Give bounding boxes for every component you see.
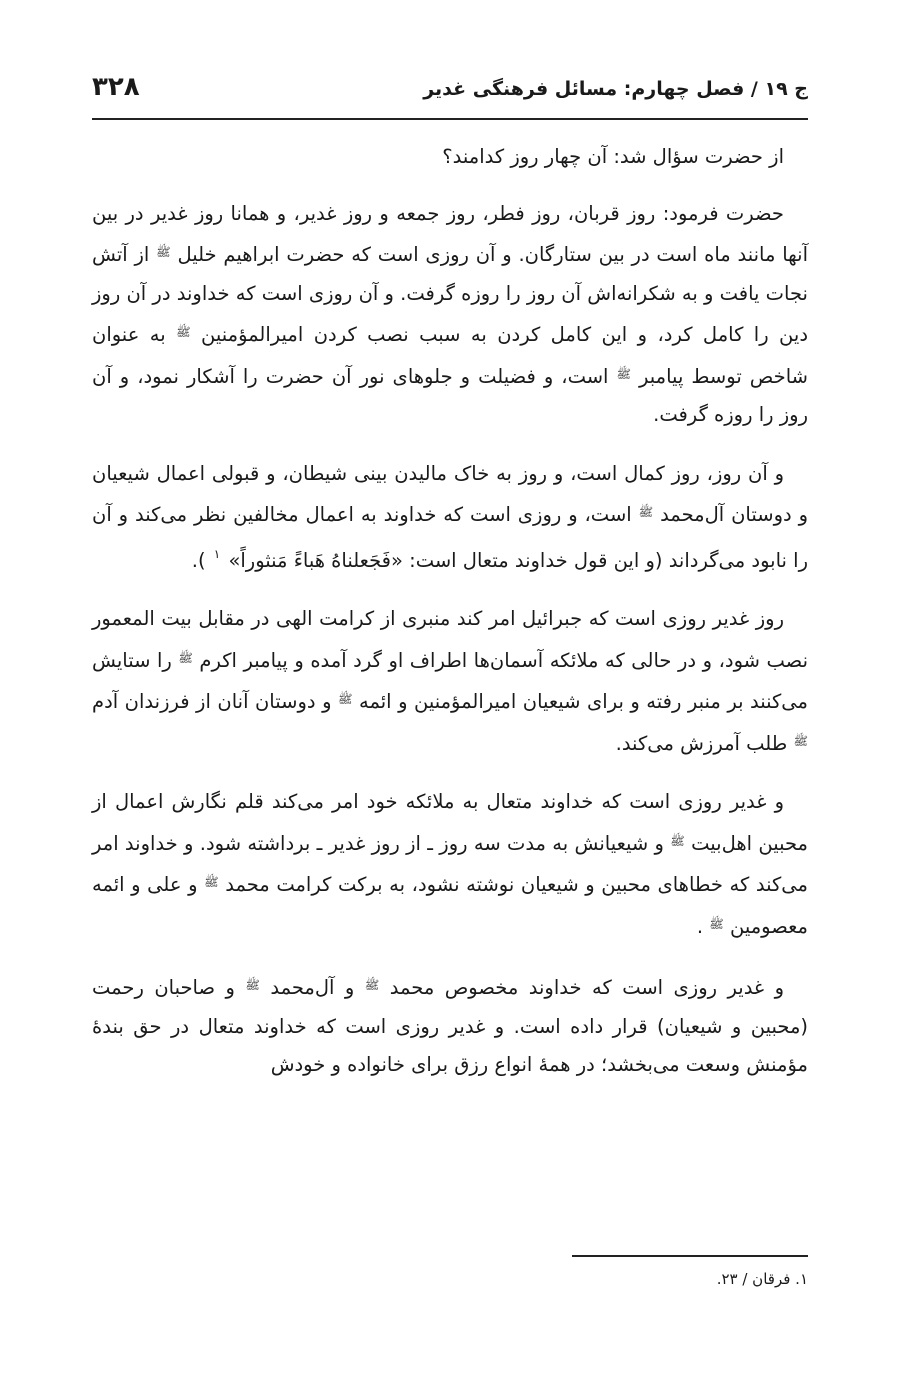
honorific-glyph: ﷺ [338, 692, 353, 706]
honorific-glyph: ﷺ [364, 978, 380, 992]
paragraph-1 [92, 138, 808, 177]
honorific-glyph: ﷺ [670, 833, 685, 848]
honorific-glyph: ﷺ [178, 650, 193, 665]
paragraph-4 [92, 600, 808, 763]
paragraph-2-text-b: از آتش نجات یافت و به شکرانه‌اش آن روز را روزه گرفت. و آن روزی است که خداوند در آن روز دین را کامل کرد، و این کامل کردن به سبب نصب کردن امیرالمؤمنین [92, 243, 809, 346]
paragraph-5-text-b: و شیعیانش به مدت سه روز ـ از روز غدیر ـ برداشته شود. و خداوند امر می‌کند که خطاهای محبین و شیعیان نوشته نشود، به برکت کرامت محمد [92, 831, 808, 896]
paragraph-4-text-c: و دوستان آنان از فرزندان آدم [92, 690, 332, 713]
paragraph-5 [92, 783, 808, 946]
honorific-glyph: ﷺ [793, 733, 808, 748]
honorific-glyph: ﷺ [204, 875, 219, 889]
paragraph-4-text-a: روز غدیر روزی است که جبرائیل امر کند منبری از کرامت الهی در مقابل بیت المعمور نصب شود، و در حالی که ملائکه آسمان‌ها اطراف او گرد آمده و پیامبر اکرم [92, 607, 809, 672]
paragraph-6-text-b: و آل‌محمد [270, 976, 355, 999]
paragraph-2-text-d: است، و فضیلت و جلوهای نور آن حضرت را آشکار نمود، و آن روز را روزه گرفت. [92, 364, 808, 426]
footnote-divider [572, 1255, 808, 1257]
running-head: ج ۱۹ / فصل چهارم: مسائل فرهنگی غدیر [423, 78, 808, 100]
paragraph-3-text-a: و آن روز، روز کمال است، و روز به خاک مالیدن بینی شیطان، و قبولی اعمال شیعیان و دوستان آل‌محمد [92, 461, 809, 526]
paragraph-3-text-c: ). [191, 548, 206, 572]
paragraph-5-text-a: و غدیر روزی است که خداوند متعال به ملائکه خود امر می‌کند قلم نگارش اعمال از محبین اهل‌بیت [92, 790, 808, 855]
paragraph-3 [92, 455, 808, 581]
paragraph-3-text-b: است، و روزی است که خداوند به اعمال مخالفین نظر می‌کند و آن را نابود می‌گرداند (و این قول خداوند متعال است: «فَجَعلناهُ هَباءً مَنثوراً» [92, 503, 808, 572]
paragraph-2-text-a: حضرت فرمود: روز قربان، روز فطر، روز جمعه و روز غدیر، و همانا روز غدیر در بین آنها مانند ماه است در بین ستارگان. و آن روزی است که حضرت ابراهیم خلیل [92, 201, 809, 266]
footnote: ۱. فرقان / ۲۳. [716, 1270, 808, 1288]
honorific-glyph: ﷺ [616, 366, 631, 381]
paragraph-6-text-a: و غدیر روزی است که خداوند مخصوص محمد [389, 976, 784, 999]
paragraph-5-text-d: . [696, 914, 704, 938]
paragraph-2 [92, 195, 808, 435]
paragraph-2-text-c: به عنوان شاخص توسط پیامبر [92, 323, 808, 388]
page-number: ۳۲۸ [92, 72, 140, 102]
footnote-reference: ۱ [213, 546, 221, 561]
paragraph-4-text-b: را ستایش می‌کنند بر منبر رفته و برای شیعیان امیرالمؤمنین و ائمه [92, 648, 808, 713]
paragraph-6-text-c: و صاحبان رحمت (محبین و شیعیان) قرار داده است. و غدیر روزی است که خداوند متعال در حق بندهٔ مؤمنش وسعت می‌بخشد؛ در همهٔ انواع رزق برای خانواده و خودش [92, 976, 808, 1076]
honorific-glyph: ﷺ [709, 916, 724, 931]
body-text [92, 138, 808, 1105]
honorific-glyph: ﷺ [245, 978, 260, 992]
page-header [92, 70, 808, 120]
paragraph-4-text-d: طلب آمرزش می‌کند. [615, 731, 788, 755]
paragraph-5-text-c: و علی و ائمه معصومین [92, 873, 808, 938]
honorific-glyph: ﷺ [638, 505, 654, 519]
paragraph-1-text: از حضرت سؤال شد: آن چهار روز کدامند؟ [442, 145, 784, 168]
honorific-glyph: ﷺ [176, 325, 191, 339]
paragraph-6 [92, 966, 808, 1085]
honorific-glyph: ﷺ [156, 245, 171, 259]
